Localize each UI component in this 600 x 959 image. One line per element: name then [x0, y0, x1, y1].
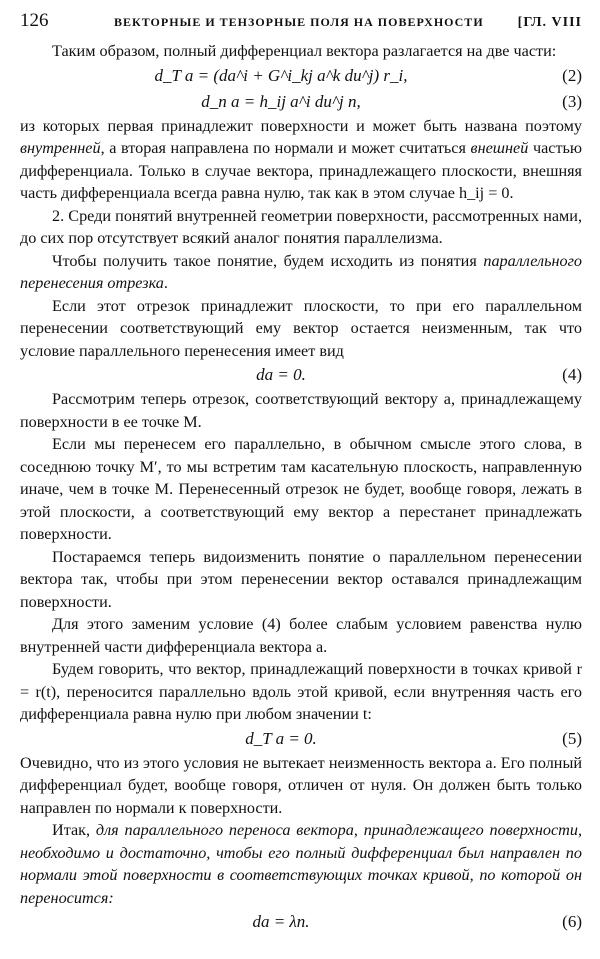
paragraph-10: Будем говорить, что вектор, принадлежащий поверхности в точках кривой r = r(t), переносится параллельно вдоль этой кривой, если внутренняя часть его дифференциала равна нулю при любом значении t:	[20, 660, 582, 723]
paragraph-7: Если мы перенесем его параллельно, в обычном смысле этого слова, в соседнюю точку M′, то мы встретим там касательную плоскость, направленную иначе, чем в точке M. Перенесенный отрезок не будет, вообще говоря, лежать в этой плоскости, а соответствующий ему вектор a перестанет принадлежать поверхности.	[20, 435, 582, 543]
paragraph-12-text: Итак,	[52, 821, 96, 839]
paragraph-2-text-a: из которых первая принадлежит поверхности и может быть названа поэтому	[20, 116, 582, 135]
equation-4-formula: da = 0.	[256, 365, 306, 384]
paragraph-8: Постараемся теперь видоизменить понятие о параллельном перенесении вектора так, чтобы при этом перенесении вектор оставался принадлежащим поверхности.	[20, 547, 582, 611]
equation-3-number: (3)	[562, 91, 582, 111]
equation-6	[20, 909, 582, 935]
paragraph-4	[20, 250, 582, 295]
equation-2-formula: d_T a = (da^i + G^i_kj a^k du^j) r_i,	[154, 65, 408, 85]
page-number: 126	[20, 10, 49, 31]
paragraph-2-text-b: , а вторая направлена по нормали и может считаться	[100, 139, 471, 157]
equation-6-formula: da = λn.	[252, 912, 310, 931]
term-inner: внутренней	[20, 139, 101, 157]
term-parallel-transport: параллельного перенесения отрезка	[20, 251, 582, 292]
equation-3	[20, 89, 582, 115]
paragraph-11: Очевидно, что из этого условия не вытекает неизменность вектора a. Его полный дифференциал будет, вообще говоря, отличен от нуля. Он должен быть только направлен по нормали к поверхности.	[20, 753, 582, 817]
equation-2	[20, 63, 582, 89]
running-title: ВЕКТОРНЫЕ И ТЕНЗОРНЫЕ ПОЛЯ НА ПОВЕРХНОСТИ	[113, 15, 484, 29]
equation-5	[20, 726, 582, 752]
paragraph-2	[20, 115, 582, 205]
paragraph-3: 2. Среди понятий внутренней геометрии поверхности, рассмотренных нами, до сих пор отсутствует всякий аналог понятия параллелизма.	[20, 206, 582, 247]
paragraph-1: Таким образом, полный дифференциал вектора разлагается на две части:	[52, 42, 557, 60]
paragraph-4-text: Чтобы получить такое понятие, будем исходить из понятия	[52, 251, 484, 270]
equation-5-formula: d_T a = 0.	[245, 728, 317, 748]
equation-2-number: (2)	[562, 65, 582, 85]
paragraph-9: Для этого заменим условие (4) более слабым условием равенства нулю внутренней части дифференциала вектора a.	[20, 615, 582, 656]
paragraph-4-end: .	[163, 274, 168, 292]
term-outer: внешней	[470, 139, 529, 157]
paragraph-2-text-c: частью дифференциала. Только в случае вектора, принадлежащего плоскости, внешняя часть дифференциала всегда равна нулю, так как в этом случае h_ij = 0.	[20, 139, 583, 202]
theorem-statement: для параллельного переноса вектора, принадлежащего поверхности, необходимо и достаточно, чтобы его полный дифференциал был направлен по нормали этой поверхности в соответствующих точках кривой, по которой он переносится:	[20, 821, 582, 907]
running-header	[20, 10, 582, 40]
equation-6-number: (6)	[562, 912, 582, 931]
equation-4	[20, 362, 582, 388]
paragraph-6: Рассмотрим теперь отрезок, соответствующий вектору a, принадлежащему поверхности в ее точке M.	[20, 390, 582, 431]
equation-5-number: (5)	[562, 728, 582, 748]
equation-3-formula: d_n a = h_ij a^i du^j n,	[201, 91, 361, 111]
paragraph-12	[20, 819, 582, 909]
chapter-label: [ГЛ. VIII	[517, 15, 582, 30]
equation-4-number: (4)	[562, 365, 582, 384]
paragraph-5: Если этот отрезок принадлежит плоскости, то при его параллельном перенесении соответствующий ему вектор остается неизменным, так что условие параллельного перенесения имеет вид	[20, 296, 582, 360]
